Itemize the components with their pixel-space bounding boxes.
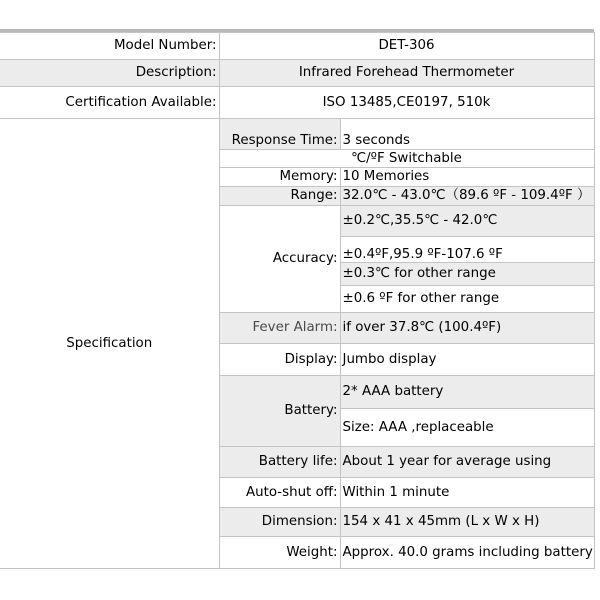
specification-label: Specification	[0, 119, 219, 569]
auto-shut-off-value: Within 1 minute	[340, 478, 594, 508]
description-value: Infrared Forehead Thermometer	[219, 60, 594, 87]
weight-value: Approx. 40.0 grams including battery	[340, 537, 594, 569]
auto-shut-off-label: Auto-shut off:	[219, 478, 340, 508]
table-row	[0, 60, 594, 87]
accuracy-value: ±0.2℃,35.5℃ - 42.0℃	[340, 206, 594, 237]
memory-value: 10 Memories	[340, 168, 594, 187]
accuracy-label: Accuracy:	[219, 206, 340, 313]
accuracy-value: ±0.3℃ for other range	[340, 263, 594, 286]
range-value: 32.0℃ - 43.0℃（89.6 ºF - 109.4ºF ）	[340, 187, 594, 206]
battery-label: Battery:	[219, 376, 340, 447]
description-label: Description:	[0, 60, 219, 87]
battery-life-label: Battery life:	[219, 447, 340, 478]
memory-label: Memory:	[219, 168, 340, 187]
accuracy-value: ±0.6 ºF for other range	[340, 286, 594, 313]
dimension-label: Dimension:	[219, 508, 340, 537]
weight-label: Weight:	[219, 537, 340, 569]
display-label: Display:	[219, 344, 340, 376]
dimension-value: 154 x 41 x 45mm (L x W x H)	[340, 508, 594, 537]
switchable-value: ℃/ºF Switchable	[219, 150, 594, 168]
model-value: DET-306	[219, 33, 594, 60]
table-row	[0, 119, 594, 150]
certification-label: Certification Available:	[0, 87, 219, 119]
range-label: Range:	[219, 187, 340, 206]
fever-alarm-value: if over 37.8℃ (100.4ºF)	[340, 313, 594, 344]
spec-table	[0, 32, 595, 569]
display-value: Jumbo display	[340, 344, 594, 376]
fever-alarm-label: Fever Alarm:	[219, 313, 340, 344]
battery-value: 2* AAA battery	[340, 376, 594, 409]
response-time-label: Response Time:	[219, 119, 340, 150]
accuracy-value: ±0.4ºF,95.9 ºF-107.6 ºF	[340, 237, 594, 263]
table-row	[0, 87, 594, 119]
battery-value: Size: AAA ,replaceable	[340, 409, 594, 447]
certification-value: ISO 13485,CE0197, 510k	[219, 87, 594, 119]
battery-life-value: About 1 year for average using	[340, 447, 594, 478]
response-time-value: 3 seconds	[340, 119, 594, 150]
model-label: Model Number:	[0, 33, 219, 60]
table-row	[0, 33, 594, 60]
